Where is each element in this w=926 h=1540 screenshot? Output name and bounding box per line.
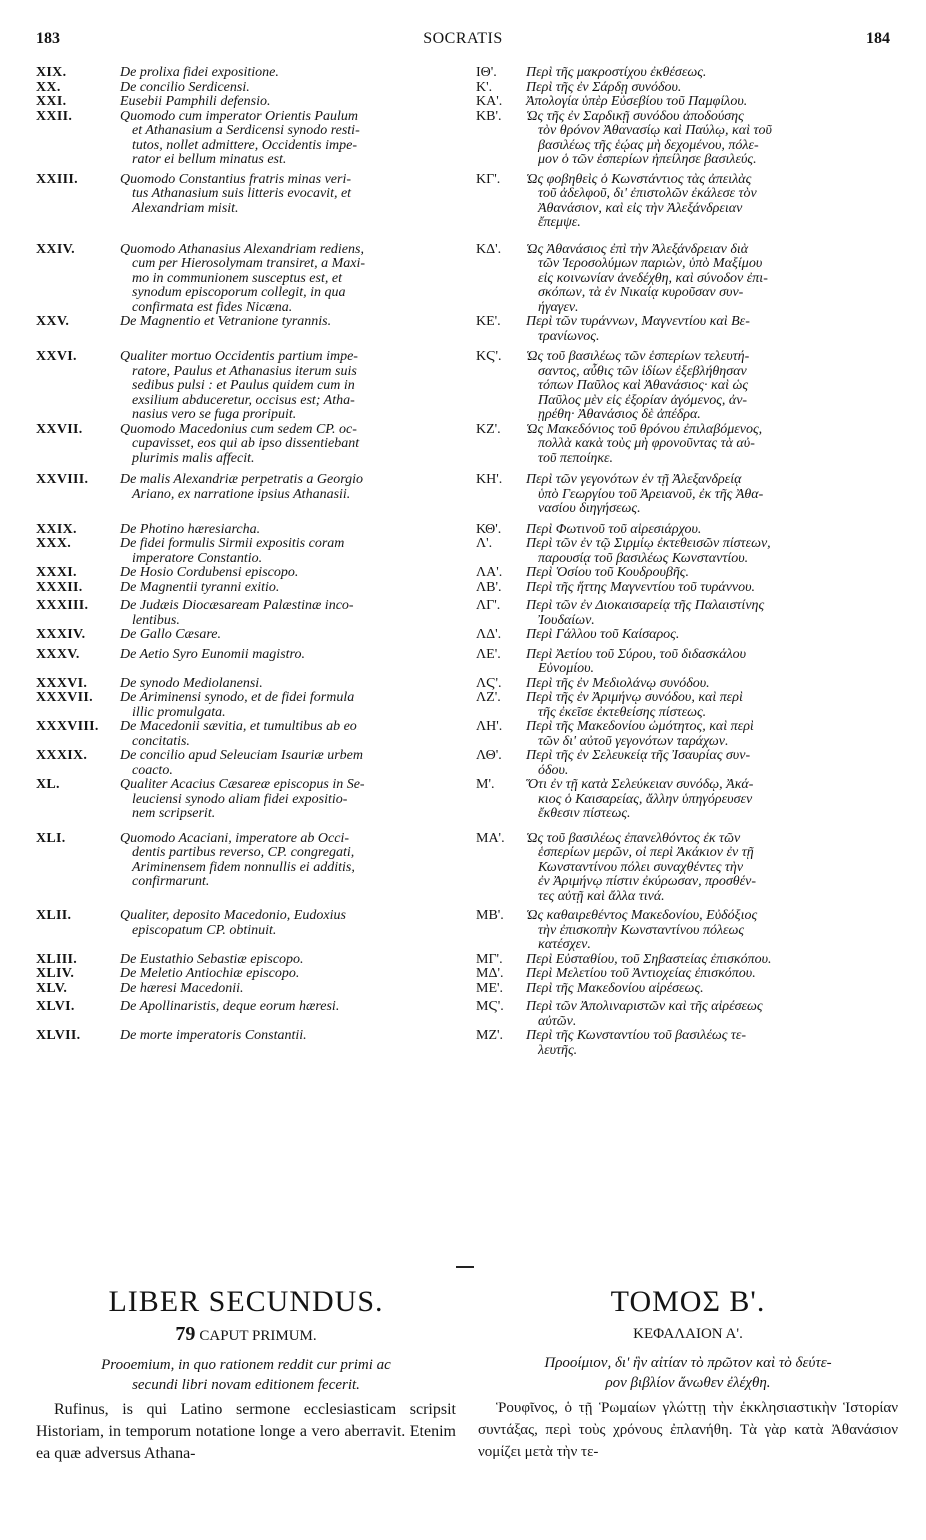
latin-chapter-title	[120, 720, 453, 749]
greek-title-line: Ὡς φοβηθεὶς ὁ Κωνστάντιος τὰς ἀπειλὰς	[526, 171, 752, 187]
toc-row	[36, 173, 896, 231]
greek-chapter-title	[526, 66, 896, 81]
latin-chapter-title	[120, 81, 453, 96]
greek-chapter-number: ΛΔ'.	[476, 627, 502, 642]
caput-marginal-number: 79	[175, 1323, 196, 1345]
greek-chapter-title	[526, 778, 896, 822]
greek-title-line: Εὐνομίου.	[538, 661, 595, 676]
greek-chapter-title	[526, 1000, 896, 1029]
latin-chapter-title	[120, 691, 453, 720]
latin-title-line: De Magnentii tyranni exitio.	[120, 579, 280, 595]
latin-title-line: De Ariminensi synodo, et de fidei formula	[120, 690, 355, 705]
kephalaion-label: ΚΕΦΑΛΑΙΟΝ Α'.	[633, 1326, 743, 1342]
greek-title-line: ῃρέθη· Ἀθανάσιος δὲ ἀπέδρα.	[538, 407, 701, 422]
greek-title-line: παρουσίᾳ τοῦ βασιλέως Κωνσταντίου.	[538, 550, 749, 566]
greek-chapter-number: ΛΘ'.	[476, 748, 502, 763]
greek-chapter-title	[526, 523, 896, 538]
latin-title-line: lentibus.	[132, 612, 180, 628]
liber-title: LIBER SECUNDUS.	[108, 1285, 384, 1318]
greek-title-line: Περὶ Γάλλου τοῦ Καίσαρος.	[526, 627, 680, 642]
greek-title-line: ἑσπερίων μερῶν, οἱ περὶ Ἀκάκιον ἐν τῇ	[538, 845, 754, 860]
latin-intro-line: secundi libri novam editionem fecerit.	[132, 1377, 360, 1393]
latin-title-line: nasius vero se fuga proripuit.	[132, 407, 297, 422]
toc-row	[36, 909, 896, 953]
greek-intro-line: ρον βιβλίον ἄνωθεν ἐλέχθη.	[605, 1375, 771, 1391]
greek-title-line: μον ὁ τῶν ἑσπερίων ἠπείλησε βασιλεύς.	[538, 152, 757, 167]
latin-chapter-title	[120, 982, 453, 997]
greek-chapter-title	[526, 967, 896, 982]
greek-chapter-number: Κ'.	[476, 79, 493, 95]
toc-row	[36, 778, 896, 822]
toc-row	[36, 350, 896, 423]
greek-title-line: Παῦλος μὲν εἰς ἐξορίαν ἀγόμενος, ἀν-	[538, 392, 748, 408]
greek-title-line: Περὶ Ἀετίου τοῦ Σύρου, τοῦ διδασκάλου	[526, 646, 747, 662]
latin-chapter-number: XXXIX.	[36, 748, 88, 763]
latin-title-line: synodum episcoporum collegit, in qua	[132, 285, 346, 300]
latin-title-line: De synodo Mediolanensi.	[120, 675, 263, 691]
latin-chapter-title	[120, 423, 453, 467]
latin-chapter-number: XXXIV.	[36, 627, 86, 642]
toc-row	[36, 982, 896, 997]
greek-chapter-number: ΛΓ'.	[476, 598, 501, 613]
toc-row	[36, 1000, 896, 1029]
greek-title-line: νασίου διηγήσεως.	[538, 501, 641, 516]
latin-chapter-number: XLIII.	[36, 951, 78, 967]
greek-title-line: Ὡς τῆς ἐν Σαρδικῇ συνόδου ἀποδούσης	[526, 108, 744, 124]
greek-title-line: Περὶ τῆς ἐν Ἀριμήνῳ συνόδου, καὶ περὶ	[526, 690, 743, 705]
latin-paragraph: Rufinus, is qui Latino sermone ecclesiasticam scripsit Historiam, in temporum notatione longe a vero aberravit. Etenim ea quæ adversus Athana-	[36, 1401, 456, 1462]
greek-chapter-title	[526, 81, 896, 96]
greek-chapter-number: ΜΓ'.	[476, 951, 503, 967]
greek-title-line: τὸν θρόνον Ἀθανασίῳ καὶ Παύλῳ, καὶ τοῦ	[538, 123, 772, 138]
latin-title-line: sedibus pulsi : et Paulus quidem cum in	[132, 378, 355, 393]
latin-chapter-number: XXIX.	[36, 521, 77, 537]
greek-chapter-number: ΜΒ'.	[476, 908, 504, 923]
latin-title-line: cum per Hierosolymam transiret, a Maxi-	[132, 256, 366, 271]
greek-chapter-title	[526, 691, 896, 720]
greek-chapter-number: ΜΑ'.	[476, 830, 505, 846]
latin-chapter-number: XLV.	[36, 980, 68, 996]
latin-title-line: Ariminensem fidem nonnullis ei additis,	[132, 859, 355, 875]
toc-row	[36, 599, 896, 628]
toc-row	[36, 523, 896, 538]
latin-chapter-number: XXVIII.	[36, 472, 89, 487]
latin-chapter-number: XXXVIII.	[36, 719, 99, 734]
greek-chapter-number: ΚΒ'.	[476, 108, 502, 124]
greek-chapter-title	[526, 648, 896, 677]
latin-chapter-number: XXXVI.	[36, 675, 88, 691]
page-header	[36, 30, 890, 52]
greek-chapter-number: ΚΔ'.	[476, 241, 502, 257]
greek-chapter-title	[526, 599, 896, 628]
latin-title-line: confirmata est fides Nicæna.	[132, 299, 293, 315]
greek-title-line: Περὶ τῶν ἐν τῷ Σιρμίῳ ἐκτεθεισῶν πίστεων,	[526, 536, 771, 551]
greek-chapter-title	[526, 173, 896, 231]
greek-title-line: τῆς ἐκεῖσε ἐκτεθείσης πίστεως.	[538, 704, 707, 720]
greek-chapter-number: ΜΕ'.	[476, 980, 504, 996]
greek-title-line: σαντος, αὖθις τῶν ἰδίων ἐξεβλήθησαν	[538, 363, 747, 379]
greek-chapter-title	[526, 315, 896, 344]
latin-chapter-number: XXXII.	[36, 579, 83, 595]
latin-chapter-title	[120, 173, 453, 217]
latin-chapter-number: XXIV.	[36, 241, 75, 257]
greek-intro-line: Προοίμιον, δι' ἣν αἰτίαν τὸ πρῶτον καὶ τὸ δεύτε-	[544, 1355, 832, 1371]
latin-title-line: De malis Alexandriæ perpetratis a Georgio	[120, 472, 364, 487]
greek-chapter-title	[526, 473, 896, 517]
greek-chapter-title	[526, 832, 896, 905]
greek-title-line: ἐν Ἀριμήνῳ πίστιν ἐκύρωσαν, προσθέν-	[538, 874, 757, 889]
greek-title-line: τῶν δι' αὐτοῦ γεγονότων ταράχων.	[538, 733, 729, 749]
latin-title-line: Quomodo Constantius fratris minas veri-	[120, 171, 352, 187]
toc-row	[36, 648, 896, 677]
latin-chapter-title	[120, 832, 453, 890]
latin-title-line: De Eustathio Sebastiæ episcopo.	[120, 951, 304, 967]
latin-title-line: mo in communionem susceptus est, et	[132, 270, 342, 286]
toc-row	[36, 832, 896, 905]
greek-title-line: τες αὐτῇ καὶ ἄλλα τινά.	[538, 888, 665, 904]
latin-chapter-title	[120, 677, 453, 692]
latin-chapter-title	[120, 599, 453, 628]
latin-title-line: De Macedonii sævitia, et tumultibus ab eo	[120, 719, 357, 734]
greek-chapter-title	[526, 628, 896, 643]
toc-row	[36, 967, 896, 982]
latin-title-line: De Aetio Syro Eunomii magistro.	[120, 646, 305, 662]
latin-title-line: De Apollinaristis, deque eorum hæresi.	[120, 999, 340, 1014]
latin-chapter-title	[120, 537, 453, 566]
latin-title-line: tus Athanasium suis litteris evocavit, et	[132, 186, 352, 201]
greek-chapter-title	[526, 1029, 896, 1058]
latin-title-line: Quomodo Acaciani, imperatore ab Occi-	[120, 830, 350, 846]
latin-chapter-title	[120, 110, 453, 168]
greek-title-line: ήγαγεν.	[538, 299, 579, 315]
latin-chapter-title	[120, 628, 453, 643]
greek-chapter-number: ΚΘ'.	[476, 521, 502, 537]
toc-row	[36, 110, 896, 168]
toc-row	[36, 1029, 896, 1058]
greek-chapter-title	[526, 581, 896, 596]
latin-title-line: Qualiter mortuo Occidentis partium impe-	[120, 349, 358, 364]
caput-label: CAPUT PRIMUM.	[199, 1328, 317, 1344]
latin-intro	[36, 1355, 456, 1395]
latin-title-line: concitatis.	[132, 733, 190, 749]
latin-title-line: De morte imperatoris Constantii.	[120, 1028, 307, 1043]
latin-title-line: nem scripserit.	[132, 806, 216, 821]
greek-title-line: όδου.	[538, 762, 569, 778]
latin-chapter-number: XL.	[36, 777, 60, 792]
latin-title-line: De hæresi Macedonii.	[120, 980, 244, 996]
greek-chapter-number: ΚΑ'.	[476, 94, 503, 109]
latin-chapter-title	[120, 350, 453, 423]
latin-title-line: et Athanasium a Serdicensi synodo resti-	[132, 123, 360, 138]
toc-row	[36, 473, 896, 517]
toc-row	[36, 243, 896, 316]
latin-title-line: rator ei bellum minatus est.	[132, 152, 287, 167]
greek-chapter-title	[526, 110, 896, 168]
latin-title-line: De Judæis Diocæsaream Palæstinæ inco-	[120, 598, 354, 613]
greek-title-line: Περὶ τῆς ἐν Μεδιολάνῳ συνόδου.	[526, 675, 710, 691]
latin-chapter-number: XLVI.	[36, 999, 75, 1014]
latin-title-line: illic promulgata.	[132, 704, 226, 720]
latin-chapter-title	[120, 66, 453, 81]
page-number-right: 184	[866, 30, 890, 47]
greek-chapter-number: ΛΖ'.	[476, 690, 501, 705]
greek-title-line: κιος ὁ Καισαρείας, ἄλλην ὑπηγόρευσεν	[538, 791, 753, 807]
greek-chapter-title	[526, 677, 896, 692]
section-divider	[456, 1266, 474, 1268]
latin-title-line: plurimis malis affecit.	[132, 450, 255, 466]
greek-title-line: Περὶ Φωτινοῦ τοῦ αἱρεσιάρχου.	[526, 521, 702, 537]
greek-chapter-number: ΚΕ'.	[476, 314, 501, 329]
latin-chapter-title	[120, 523, 453, 538]
latin-chapter-title	[120, 953, 453, 968]
latin-title-line: De fidei formulis Sirmii expositis coram	[120, 536, 345, 551]
latin-chapter-number: XXXI.	[36, 565, 77, 580]
latin-chapter-number: XXX.	[36, 536, 72, 551]
latin-title-line: episcopatum CP. obtinuit.	[132, 922, 277, 938]
toc-row	[36, 315, 896, 344]
latin-chapter-title	[120, 778, 453, 822]
greek-chapter-number: ΚϚ'.	[476, 349, 502, 364]
toc-row	[36, 581, 896, 596]
greek-title-line: τόπων Παῦλος καὶ Ἀθανάσιος· καὶ ὡς	[538, 378, 749, 393]
latin-chapter-number: XLII.	[36, 908, 72, 923]
greek-chapter-number: ΛΕ'.	[476, 646, 501, 662]
greek-title-line: ἔπεμψε.	[538, 215, 581, 230]
latin-chapter-number: XXI.	[36, 94, 67, 109]
latin-chapter-number: XXXIII.	[36, 598, 89, 613]
greek-chapter-number: ΜΖ'.	[476, 1028, 504, 1043]
greek-title-line: αὐτῶν.	[538, 1013, 577, 1029]
greek-title-line: Ὡς τοῦ βασιλέως ἐπανελθόντος ἐκ τῶν	[526, 830, 741, 846]
greek-title-line: Περὶ τῆς ἥττης Μαγνεντίου τοῦ τυράννου.	[526, 579, 756, 595]
tomos-title: ΤΟΜΟΣ Β'.	[610, 1285, 766, 1318]
greek-chapter-title	[526, 243, 896, 316]
greek-chapter-number: ΛΑ'.	[476, 565, 503, 580]
greek-title-line: Ὅτι ἐν τῇ κατὰ Σελεύκειαν συνόδῳ, Ἀκά-	[526, 777, 754, 792]
greek-chapter-number: Λ'.	[476, 536, 493, 551]
latin-title-line: De prolixa fidei expositione.	[120, 65, 279, 80]
greek-title-line: Περὶ τῆς Μακεδονίου αἱρέσεως.	[526, 980, 704, 996]
running-title: SOCRATIS	[423, 30, 503, 47]
latin-chapter-title	[120, 909, 453, 938]
greek-chapter-title	[526, 909, 896, 953]
latin-chapter-number: XIX.	[36, 65, 67, 80]
greek-title-line: Περὶ τῆς ἐν Σελευκείᾳ τῆς Ἰσαυρίας συν-	[526, 748, 751, 763]
greek-title-line: τρανίωνος.	[538, 328, 600, 344]
latin-title-line: Qualiter Acacius Cæsareæ episcopus in Se-	[120, 777, 365, 792]
toc-row	[36, 720, 896, 749]
latin-chapter-number: XXV.	[36, 314, 70, 329]
greek-title-line: Περὶ Μελετίου τοῦ Ἀντιοχείας ἐπισκόπου.	[526, 966, 756, 981]
latin-title-line: De concilio apud Seleuciam Isauriæ urbem	[120, 748, 364, 763]
latin-title-line: Quomodo Athanasius Alexandriam rediens,	[120, 241, 364, 257]
latin-chapter-title	[120, 315, 453, 330]
greek-title-line: Ὡς τοῦ βασιλέως τῶν ἑσπερίων τελευτή-	[526, 349, 750, 364]
caput-heading	[36, 1325, 456, 1345]
greek-chapter-number: ΚΗ'.	[476, 472, 503, 487]
greek-chapter-number: ΚΖ'.	[476, 421, 501, 437]
toc-row	[36, 423, 896, 467]
toc-row	[36, 566, 896, 581]
latin-title-line: De Hosio Cordubensi episcopo.	[120, 565, 299, 580]
latin-chapter-number: XLIV.	[36, 966, 75, 981]
greek-title-line: Περὶ τῆς Κωνσταντίου τοῦ βασιλέως τε-	[526, 1028, 747, 1043]
greek-title-line: Περὶ Εὐσταθίου, τοῦ Σηβαστείας ἐπισκόπου.	[526, 951, 772, 967]
greek-title-line: Περὶ τῶν Ἀπολιναριστῶν καὶ τῆς αἱρέσεως	[526, 999, 763, 1014]
chapter-list	[36, 66, 896, 1058]
latin-chapter-title	[120, 967, 453, 982]
latin-chapter-number: XXII.	[36, 108, 73, 124]
latin-chapter-title	[120, 243, 453, 316]
greek-chapter-title	[526, 953, 896, 968]
latin-chapter-number: XLI.	[36, 830, 66, 846]
latin-chapter-number: XXIII.	[36, 171, 78, 187]
greek-title-line: Περὶ τῶν τυράννων, Μαγνεντίου καὶ Βε-	[526, 314, 750, 329]
greek-title-line: Περὶ τῆς Μακεδονίου ὠμότητος, καὶ περὶ	[526, 719, 754, 734]
latin-chapter-title	[120, 95, 453, 110]
latin-title-line: De concilio Serdicensi.	[120, 79, 250, 95]
greek-title-line: Ἀπολογία ὑπὲρ Εὐσεβίου τοῦ Παμφίλου.	[526, 94, 748, 109]
greek-title-line: πολλὰ κακὰ τοὺς μὴ φρονοῦντας τὰ αὐ-	[538, 436, 755, 451]
toc-row	[36, 628, 896, 643]
greek-chapter-title	[526, 350, 896, 423]
greek-title-line: Κωνσταντίνου πόλει συναχθέντες τὴν	[538, 859, 744, 875]
greek-title-line: ἔκθεσιν πίστεως.	[538, 806, 631, 821]
latin-title-line: dentis partibus reverso, CP. congregati,	[132, 845, 355, 860]
latin-title-line: De Magnentio et Vetranione tyrannis.	[120, 314, 332, 329]
page-number-left: 183	[36, 30, 60, 47]
greek-chapter-number: ΙΘ'.	[476, 65, 497, 80]
latin-chapter-number: XX.	[36, 79, 61, 95]
greek-paragraph: Ῥουφῖνος, ὁ τῇ Ῥωμαίων γλώττῃ τὴν ἐκκλησιαστικὴν Ἱστορίαν συντάξας, περὶ τοὺς χρόνους ἐπλανήθη. Τὰ γὰρ κατὰ Ἀθανάσιον νομίζει μετὰ τὴν τε-	[478, 1400, 898, 1460]
greek-title-line: εἰς κοινωνίαν ἀνεδέχθη, καὶ σύνοδον ἐπι-	[538, 270, 768, 286]
toc-row	[36, 677, 896, 692]
latin-title-line: ratore, Paulus et Athanasius iterum suis	[132, 363, 357, 379]
toc-row	[36, 81, 896, 96]
latin-chapter-title	[120, 1029, 453, 1044]
greek-chapter-title	[526, 95, 896, 110]
toc-row	[36, 953, 896, 968]
greek-title-line: τοῦ ἀδελφοῦ, δι' ἐπιστολῶν ἐκάλεσε τὸν	[538, 186, 757, 201]
latin-title-line: Quomodo Macedonius cum sedem CP. oc-	[120, 421, 357, 437]
greek-chapter-title	[526, 423, 896, 467]
greek-title-line: Περὶ τῆς ἐν Σάρδῃ συνόδου.	[526, 79, 682, 95]
latin-intro-line: Prooemium, in quo rationem reddit cur primi ac	[101, 1357, 391, 1373]
latin-title-line: exsilium abduceretur, occisus est; Atha-	[132, 392, 355, 408]
latin-title-line: imperatore Constantio.	[132, 550, 263, 566]
greek-title-line: τῶν Ἱεροσολύμων παριὼν, ὑπὸ Μαξίμου	[538, 256, 763, 271]
greek-intro	[478, 1353, 898, 1393]
latin-title-line: Qualiter, deposito Macedonio, Eudoxius	[120, 908, 346, 923]
latin-chapter-number: XXVI.	[36, 349, 77, 364]
toc-row	[36, 95, 896, 110]
latin-title-line: coacto.	[132, 762, 173, 778]
greek-title-line: σκόπων, τὰ ἐν Νικαίᾳ κυροῦσαν συν-	[538, 285, 744, 300]
greek-title-line: Περὶ Ὁσίου τοῦ Κουδρουβῆς.	[526, 565, 689, 580]
latin-chapter-number: XXXVII.	[36, 690, 93, 705]
latin-title-line: leuciensi synodo aliam fidei expositio-	[132, 791, 348, 807]
greek-title-line: ὑπὸ Γεωργίου τοῦ Ἀρειανοῦ, ἐκ τῆς Ἀθα-	[538, 486, 764, 502]
toc-row	[36, 537, 896, 566]
latin-chapter-number: XXVII.	[36, 421, 83, 437]
latin-chapter-title	[120, 648, 453, 663]
greek-chapter-number: ΛΒ'.	[476, 579, 502, 595]
latin-title-line: De Meletio Antiochiæ episcopo.	[120, 966, 300, 981]
greek-title-line: λευτῆς.	[538, 1042, 578, 1058]
greek-chapter-number: ΛϚ'.	[476, 675, 502, 691]
latin-chapter-number: XXXV.	[36, 646, 80, 662]
latin-chapter-number: XLVII.	[36, 1028, 81, 1043]
toc-row	[36, 749, 896, 778]
greek-title-line: Περὶ τῶν γεγονότων ἐν τῇ Ἀλεξανδρείᾳ	[526, 472, 742, 487]
latin-chapter-title	[120, 581, 453, 596]
greek-title-line: τὴν ἐπισκοπὴν Κωνσταντίνου πόλεως	[538, 922, 745, 938]
latin-title-line: cupavisset, eos qui ab ipso dissentiebant	[132, 436, 360, 451]
latin-chapter-title	[120, 473, 453, 502]
greek-chapter-number: ΚΓ'.	[476, 171, 501, 187]
greek-chapter-number: Μ'.	[476, 777, 495, 792]
greek-chapter-title	[526, 537, 896, 566]
greek-title-line: Ἀθανάσιον, καὶ εἰς τὴν Ἀλεξάνδρειαν	[538, 200, 743, 216]
greek-title-line: Ὡς Μακεδόνιος τοῦ θρόνου ἐπιλαβόμενος,	[526, 421, 763, 437]
greek-title-line: κατέσχεν.	[538, 937, 591, 952]
greek-title-line: Ἰουδαίων.	[538, 612, 595, 628]
greek-chapter-title	[526, 566, 896, 581]
latin-title-line: Quomodo cum imperator Orientis Paulum	[120, 108, 358, 124]
greek-chapter-title	[526, 720, 896, 749]
greek-book-heading	[478, 1285, 898, 1463]
latin-title-line: Ariano, ex narratione ipsius Athanasii.	[132, 486, 351, 502]
latin-title-line: Eusebii Pamphili defensio.	[120, 94, 271, 109]
greek-title-line: βασιλέως τῆς ἑῴας μὴ δεχομένου, πόλε-	[538, 137, 759, 153]
latin-book-heading	[36, 1285, 456, 1465]
latin-title-line: tutos, nollet admittere, Occidentis impe-	[132, 137, 357, 153]
latin-chapter-title	[120, 1000, 453, 1015]
greek-title-line: Ὡς καθαιρεθέντος Μακεδονίου, Εὐδόξιος	[526, 908, 758, 923]
latin-title-line: De Gallo Cæsare.	[120, 627, 221, 642]
greek-chapter-title	[526, 982, 896, 997]
greek-title-line: Ὡς Ἀθανάσιος ἐπὶ τὴν Ἀλεξάνδρειαν διὰ	[526, 241, 749, 257]
greek-chapter-number: ΜΔ'.	[476, 966, 504, 981]
latin-title-line: Alexandriam misit.	[132, 200, 239, 216]
greek-chapter-number: ΜϚ'.	[476, 999, 504, 1014]
greek-title-line: τοῦ πεποίηκε.	[538, 450, 614, 466]
greek-title-line: Περὶ τῶν ἐν Διοκαισαρείᾳ τῆς Παλαιστίνης	[526, 598, 765, 613]
greek-chapter-number: ΛΗ'.	[476, 719, 503, 734]
toc-row	[36, 66, 896, 81]
greek-chapter-title	[526, 749, 896, 778]
latin-title-line: confirmarunt.	[132, 874, 210, 889]
latin-chapter-title	[120, 749, 453, 778]
greek-title-line: Περὶ τῆς μακροστίχου ἐκθέσεως.	[526, 65, 707, 80]
latin-title-line: De Photino hæresiarcha.	[120, 521, 261, 537]
latin-chapter-title	[120, 566, 453, 581]
toc-row	[36, 691, 896, 720]
